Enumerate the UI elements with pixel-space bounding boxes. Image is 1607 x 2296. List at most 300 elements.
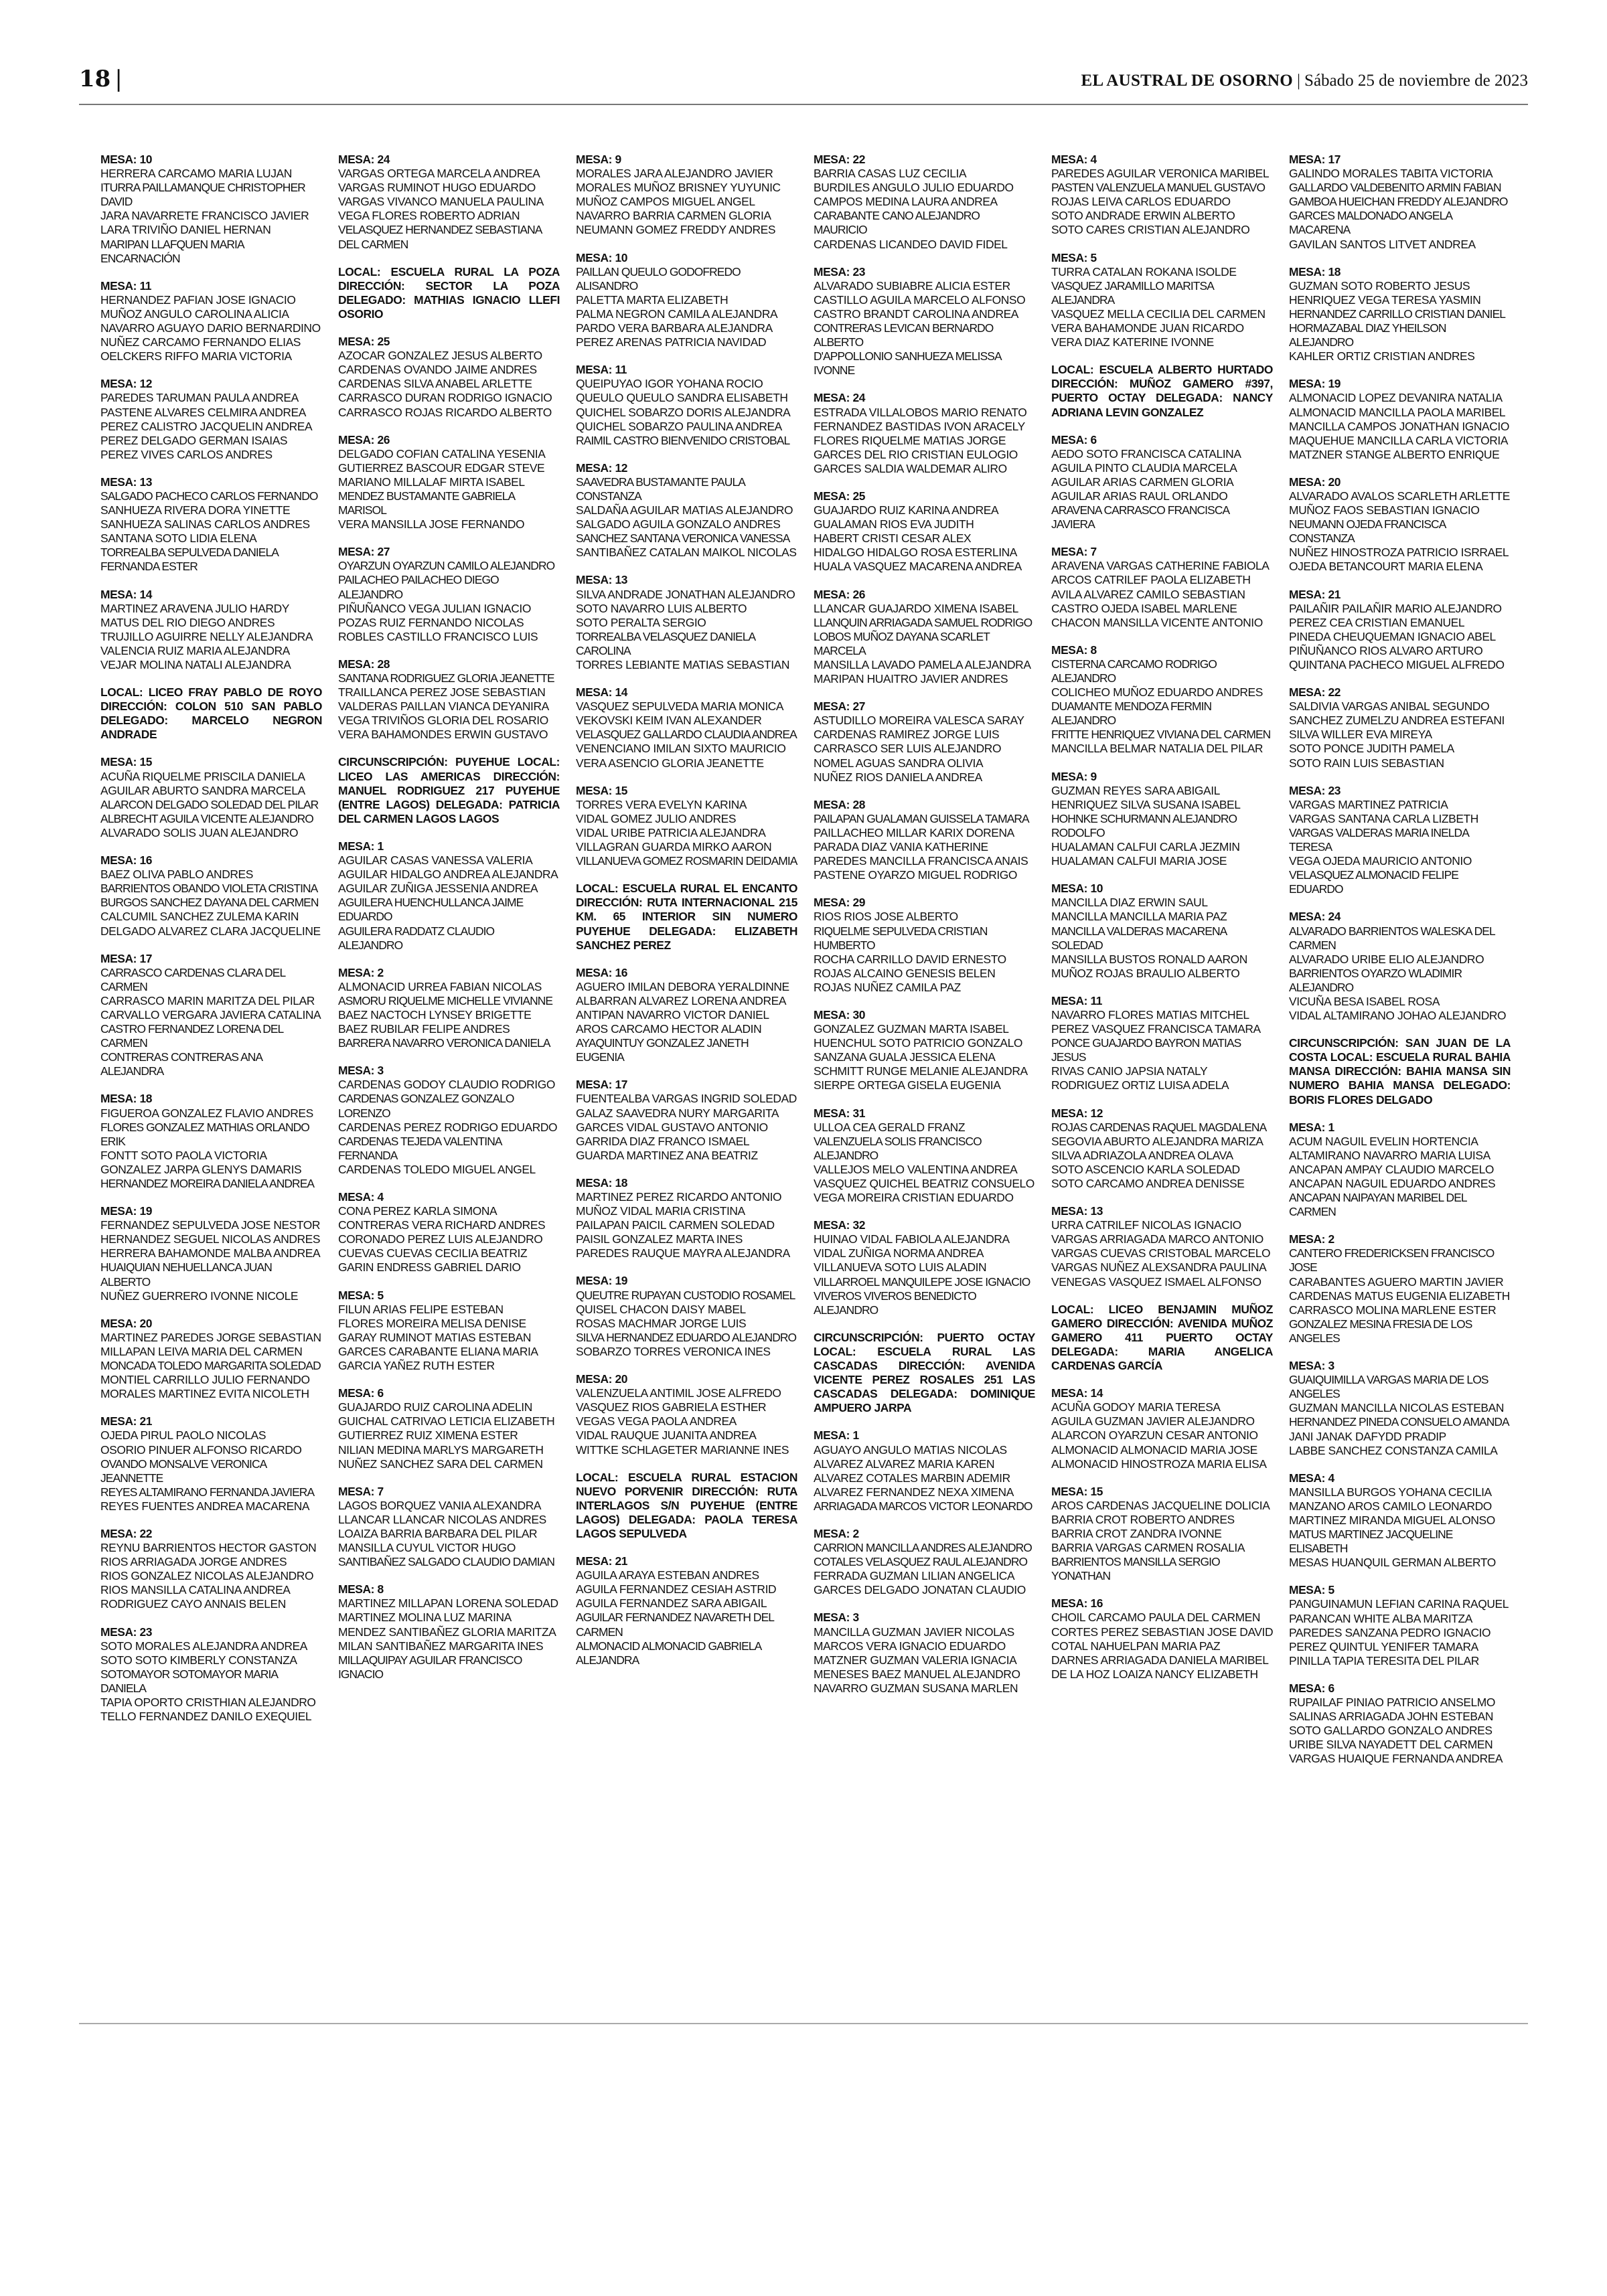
member-name: BURGOS SANCHEZ DAYANA DEL CARMEN (100, 896, 319, 910)
location-details: LOCAL: LICEO FRAY PABLO DE ROYO DIRECCIÓN: COLON 510 SAN PABLO DELEGADO: MARCELO NEGRON ANDRADE (100, 685, 322, 742)
mesa-block (814, 700, 1035, 785)
member-name: VASQUEZ QUICHEL BEATRIZ CONSUELO (814, 1177, 1035, 1190)
polling-location-info (100, 685, 322, 742)
member-name: HUALA VASQUEZ MACARENA ANDREA (814, 560, 1022, 574)
member-name: HUAIQUIAN NEHUELLANCA JUAN ALBERTO (100, 1260, 272, 1289)
member-name: AGUILAR CASAS VANESSA VALERIA (338, 853, 533, 868)
mesa-block (1051, 545, 1273, 630)
mesa-block (1289, 1121, 1511, 1220)
mesa-title: MESA: 27 (338, 545, 390, 559)
member-name: AGUILA FERNANDEZ SARA ABIGAIL (576, 1596, 767, 1611)
member-name: RUPAILAF PINIAO PATRICIO ANSELMO (1289, 1696, 1496, 1709)
newspaper-name: EL AUSTRAL DE OSORNO (1081, 72, 1294, 90)
mesa-title: MESA: 26 (814, 587, 866, 601)
member-name: CARRASCO SER LUIS ALEJANDRO (814, 742, 1002, 756)
member-name: ASTUDILLO MOREIRA VALESCA SARAY (814, 714, 1024, 728)
polling-location-info (576, 1471, 797, 1541)
member-name: AYAQUINTUY GONZALEZ JANETH EUGENIA (576, 1036, 749, 1064)
member-name: VEGA MOREIRA CRISTIAN EDUARDO (814, 1191, 1014, 1205)
mesa-block (100, 952, 322, 1079)
member-name: SEGOVIA ABURTO ALEJANDRA MARIZA (1051, 1134, 1264, 1148)
member-name: GARCES VIDAL GUSTAVO ANTONIO (576, 1120, 768, 1134)
member-name: GARCIA YAÑEZ RUTH ESTER (338, 1359, 495, 1373)
member-name: MILLAQUIPAY AGUILAR FRANCISCO IGNACIO (338, 1653, 522, 1681)
member-name: PINEDA CHEUQUEMAN IGNACIO ABEL (1289, 629, 1496, 643)
mesa-title: MESA: 2 (814, 1526, 859, 1540)
member-name: ACUÑA GODOY MARIA TERESA (1051, 1400, 1221, 1414)
member-name: GARCES DEL RIO CRISTIAN EULOGIO (814, 447, 1018, 461)
member-name: VASQUEZ JARAMILLO MARITSA ALEJANDRA (1051, 278, 1213, 307)
member-name: VARGAS VALDERAS MARIA INELDA TERESA (1289, 825, 1468, 854)
mesa-title: MESA: 31 (814, 1106, 866, 1120)
mesa-block (338, 1386, 560, 1471)
member-name: ACUM NAGUIL EVELIN HORTENCIA (1289, 1134, 1478, 1148)
member-name: AGUILA PINTO CLAUDIA MARCELA (1051, 461, 1237, 475)
member-name: ALARCON OYARZUN CESAR ANTONIO (1051, 1428, 1258, 1443)
member-name: AGUILA FERNANDEZ CESIAH ASTRID (576, 1582, 777, 1596)
member-name: SILVA WILLER EVA MIREYA (1289, 728, 1432, 742)
member-name: MANZANO AROS CAMILO LEONARDO (1289, 1499, 1492, 1513)
member-name: REYES FUENTES ANDREA MACARENA (100, 1499, 310, 1513)
member-name: PEREZ QUINTUL YENIFER TAMARA (1289, 1639, 1478, 1653)
mesa-title: MESA: 7 (1051, 545, 1097, 559)
member-name: GUTIERREZ RUIZ XIMENA ESTER (338, 1428, 518, 1443)
member-name: QUINTANA PACHECO MIGUEL ALFREDO (1289, 658, 1505, 671)
mesa-title: MESA: 17 (1289, 153, 1341, 166)
member-name: WITTKE SCHLAGETER MARIANNE INES (576, 1443, 789, 1457)
member-name: VIDAL ALTAMIRANO JOHAO ALEJANDRO (1289, 1009, 1507, 1023)
member-name: VARGAS ARRIAGADA MARCO ANTONIO (1051, 1232, 1264, 1246)
member-name: AEDO SOTO FRANCISCA CATALINA (1051, 446, 1241, 461)
mesa-block (100, 1092, 322, 1191)
member-name: GARCES MALDONADO ANGELA MACARENA (1289, 209, 1452, 237)
mesa-block (576, 784, 797, 869)
mesa-title: MESA: 26 (338, 432, 390, 446)
member-name: TAPIA OPORTO CRISTHIAN ALEJANDRO (100, 1696, 316, 1709)
mesa-block (576, 1554, 797, 1667)
mesa-title: MESA: 18 (576, 1175, 628, 1190)
member-name: BAEZ OLIVA PABLO ANDRES (100, 868, 253, 882)
member-name: PEREZ CALISTRO JACQUELIN ANDREA (100, 419, 313, 433)
issue-date: Sábado 25 de noviembre de 2023 (1304, 72, 1528, 90)
mesa-block (1051, 433, 1273, 532)
mesa-title: MESA: 4 (1289, 1471, 1334, 1485)
member-name: CONA PEREZ KARLA SIMONA (338, 1204, 498, 1218)
member-name: ROSAS MACHMAR JORGE LUIS (576, 1316, 747, 1330)
member-name: CANTERO FREDERICKSEN FRANCISCO JOSE (1289, 1246, 1495, 1275)
member-name: SALDIVIA VARGAS ANIBAL SEGUNDO (1289, 700, 1490, 714)
member-name: MANCILLA GUZMAN JAVIER NICOLAS (814, 1625, 1014, 1639)
mesa-block (814, 588, 1035, 687)
member-name: GUICHAL CATRIVAO LETICIA ELIZABETH (338, 1414, 555, 1428)
member-name: MAQUEHUE MANCILLA CARLA VICTORIA (1289, 433, 1509, 447)
mesa-title: MESA: 4 (1051, 153, 1097, 166)
member-name: VIDAL ZUÑIGA NORMA ANDREA (814, 1246, 984, 1260)
member-name: PEREZ CEA CRISTIAN EMANUEL (1289, 615, 1465, 629)
mesa-title: MESA: 6 (1051, 432, 1097, 446)
member-name: FERNANDEZ SEPULVEDA JOSE NESTOR (100, 1218, 321, 1232)
mesa-title: MESA: 12 (100, 377, 153, 391)
member-name: NUÑEZ SANCHEZ SARA DEL CARMEN (338, 1457, 543, 1471)
location-details: CIRCUNSCRIPCIÓN: PUYEHUE LOCAL: LICEO LAS AMERICAS DIRECCIÓN: MANUEL RODRIGUEZ 217 PUYEHUE (ENTRE LAGOS) DELEGADA: PATRICIA DEL CARMEN LAGOS LAGOS (338, 755, 560, 825)
member-name: MUÑOZ CAMPOS MIGUEL ANGEL (576, 195, 755, 209)
member-name: NUÑEZ CARCAMO FERNANDO ELIAS (100, 335, 301, 349)
member-name: VARGAS MARTINEZ PATRICIA (1289, 797, 1448, 811)
mesa-block (1051, 1204, 1273, 1289)
mesa-block (100, 853, 322, 938)
member-name: FLORES RIQUELME MATIAS JORGE (814, 433, 1006, 447)
member-name: MARTINEZ MILLAPAN LORENA SOLEDAD (338, 1596, 558, 1611)
mesa-block (338, 545, 560, 644)
mesa-title: MESA: 23 (100, 1625, 153, 1639)
member-name: NAVARRO AGUAYO DARIO BERNARDINO (100, 321, 321, 335)
mesa-block (100, 475, 322, 574)
member-name: CALCUMIL SANCHEZ ZULEMA KARIN (100, 910, 299, 924)
member-name: MORALES JARA ALEJANDRO JAVIER (576, 167, 773, 181)
member-name: SCHMITT RUNGE MELANIE ALEJANDRA (814, 1064, 1028, 1078)
mesa-block (814, 153, 1035, 252)
mesa-title: MESA: 5 (1051, 250, 1097, 264)
member-name: VALDERAS PAILLAN VIANCA DEYANIRA (338, 700, 549, 714)
polling-location-info (338, 265, 560, 321)
member-name: VALENZUELA ANTIMIL JOSE ALFREDO (576, 1386, 781, 1400)
member-name: ROBLES CASTILLO FRANCISCO LUIS (338, 629, 538, 643)
member-name: ALVAREZ ALVAREZ MARIA KAREN (814, 1457, 995, 1471)
member-name: ALMONACID HINOSTROZA MARIA ELISA (1051, 1457, 1267, 1471)
page-header (79, 64, 1528, 98)
member-name: PASTEN VALENZUELA MANUEL GUSTAVO (1051, 181, 1266, 195)
mesa-block (100, 1204, 322, 1303)
member-name: PEREZ DELGADO GERMAN ISAIAS (100, 433, 288, 447)
text-column-4 (814, 153, 1035, 1960)
member-name: ANCAPAN NAIPAYAN MARIBEL DEL CARMEN (1289, 1191, 1467, 1219)
mesa-title: MESA: 14 (1051, 1386, 1103, 1400)
member-name: ROJAS ALCAINO GENESIS BELEN (814, 966, 996, 980)
member-name: HENRIQUEZ VEGA TERESA YASMIN (1289, 293, 1481, 307)
member-name: CONTRERAS VERA RICHARD ANDRES (338, 1218, 546, 1232)
mesa-title: MESA: 22 (1289, 685, 1341, 700)
mesa-block (338, 335, 560, 420)
member-name: ALMONACID MANCILLA PAOLA MARIBEL (1289, 405, 1506, 419)
member-name: LAGOS BORQUEZ VANIA ALEXANDRA (338, 1498, 542, 1512)
member-name: MANCILLA MANCILLA MARIA PAZ (1051, 910, 1227, 924)
member-name: TORREALBA VELASQUEZ DANIELA CAROLINA (576, 629, 755, 657)
member-name: CORONADO PEREZ LUIS ALEJANDRO (338, 1232, 543, 1246)
member-name: CARRION MANCILLA ANDRES ALEJANDRO (814, 1541, 1032, 1555)
location-details: CIRCUNSCRIPCIÓN: PUERTO OCTAY LOCAL: ESCUELA RURAL LAS CASCADAS DIRECCIÓN: AVENIDA VICENTE PEREZ ROSALES 251 LAS CASCADAS DELEGADA: DOMINIQUE AMPUERO JARPA (814, 1330, 1035, 1415)
mesa-title: MESA: 1 (814, 1428, 859, 1443)
member-name: TORRES VERA EVELYN KARINA (576, 797, 747, 811)
member-name: VARGAS HUAIQUE FERNANDA ANDREA (1289, 1752, 1503, 1766)
member-name: SOTO CARES CRISTIAN ALEJANDRO (1051, 223, 1250, 237)
mesa-title: MESA: 24 (338, 153, 390, 166)
mesa-block (338, 153, 560, 252)
mesa-title: MESA: 10 (576, 250, 628, 264)
mesa-block (814, 798, 1035, 883)
member-name: PONCE GUAJARDO BAYRON MATIAS JESUS (1051, 1036, 1241, 1064)
member-name: SANTANA RODRIGUEZ GLORIA JEANETTE (338, 671, 554, 685)
mesa-title: MESA: 20 (1289, 475, 1341, 489)
mesa-block (576, 1372, 797, 1457)
member-name: GUAJARDO RUIZ KARINA ANDREA (814, 503, 999, 517)
member-name: MANCILLA BELMAR NATALIA DEL PILAR (1051, 742, 1264, 756)
mesa-title: MESA: 8 (338, 1582, 384, 1596)
member-name: TRAILLANCA PEREZ JOSE SEBASTIAN (338, 685, 546, 700)
member-name: COLICHEO MUÑOZ EDUARDO ANDRES (1051, 685, 1263, 700)
polling-location-info (576, 882, 797, 952)
member-name: ALMONACID ALMONACID GABRIELA ALEJANDRA (576, 1639, 761, 1667)
mesa-title: MESA: 3 (338, 1064, 384, 1078)
member-name: HENRIQUEZ SILVA SUSANA ISABEL (1051, 797, 1241, 811)
member-name: QUEULO QUEULO SANDRA ELISABETH (576, 391, 788, 405)
member-name: NUÑEZ RIOS DANIELA ANDREA (814, 770, 982, 784)
header-separator: | (1297, 72, 1301, 90)
member-name: DUAMANTE MENDOZA FERMIN ALEJANDRO (1051, 700, 1212, 728)
member-name: GUZMAN MANCILLA NICOLAS ESTEBAN (1289, 1401, 1504, 1415)
member-name: ALMONACID URREA FABIAN NICOLAS (338, 979, 542, 993)
member-name: ALMONACID ALMONACID MARIA JOSE (1051, 1443, 1257, 1457)
member-name: CASTRO BRANDT CAROLINA ANDREA (814, 307, 1019, 321)
member-name: MATUS DEL RIO DIEGO ANDRES (100, 615, 275, 629)
member-name: BAEZ RUBILAR FELIPE ANDRES (338, 1022, 510, 1036)
member-name: DELGADO COFIAN CATALINA YESENIA (338, 446, 546, 461)
member-name: MARTINEZ PAREDES JORGE SEBASTIAN (100, 1330, 321, 1344)
member-name: QUICHEL SOBARZO PAULINA ANDREA (576, 419, 782, 433)
member-name: NAVARRO GUZMAN SUSANA MARLEN (814, 1681, 1018, 1695)
member-name: RIOS ARRIAGADA JORGE ANDRES (100, 1555, 287, 1569)
member-name: VILLAGRAN GUARDA MIRKO AARON (576, 840, 772, 854)
mesa-block (100, 588, 322, 673)
member-name: QUISEL CHACON DAISY MABEL (576, 1302, 746, 1316)
member-name: ULLOA CEA GERALD FRANZ (814, 1120, 966, 1134)
member-name: VEKOVSKI KEIM IVAN ALEXANDER (576, 714, 762, 728)
mesa-block (338, 1582, 560, 1682)
member-name: VARGAS ORTEGA MARCELA ANDREA (338, 167, 540, 181)
mesa-title: MESA: 32 (814, 1218, 866, 1232)
member-name: BARRIA CASAS LUZ CECILIA (814, 167, 967, 181)
member-name: SOTO MORALES ALEJANDRA ANDREA (100, 1639, 307, 1653)
mesa-block (338, 839, 560, 953)
member-name: RODRIGUEZ CAYO ANNAIS BELEN (100, 1597, 286, 1611)
member-name: HERNANDEZ PAFIAN JOSE IGNACIO (100, 293, 296, 307)
member-name: ACUÑA RIQUELME PRISCILA DANIELA (100, 769, 305, 783)
member-name: SOTO NAVARRO LUIS ALBERTO (576, 601, 747, 615)
member-name: URIBE SILVA NAYADETT DEL CARMEN (1289, 1738, 1493, 1752)
member-name: GALINDO MORALES TABITA VICTORIA (1289, 167, 1493, 181)
mesa-block (1051, 770, 1273, 869)
member-name: SILVA ANDRADE JONATHAN ALEJANDRO (576, 587, 795, 601)
member-name: ASMORU RIQUELME MICHELLE VIVIANNE (338, 993, 553, 1007)
mesa-title: MESA: 3 (814, 1611, 859, 1625)
mesa-block (1051, 153, 1273, 238)
member-name: ALVARADO SOLIS JUAN ALEJANDRO (100, 825, 299, 839)
member-name: GARCES DELGADO JONATAN CLAUDIO (814, 1583, 1026, 1597)
mesa-block (814, 1428, 1035, 1513)
member-name: ITURRA PAILLAMANQUE CHRISTOPHER DAVID (100, 181, 305, 209)
mesa-block (1051, 994, 1273, 1093)
mesa-block (100, 755, 322, 840)
columns-area (100, 153, 1513, 1960)
mesa-title: MESA: 28 (338, 657, 390, 671)
mesa-block (338, 433, 560, 532)
member-name: GALAZ SAAVEDRA NURY MARGARITA (576, 1106, 779, 1120)
mesa-title: MESA: 20 (576, 1372, 628, 1386)
member-name: VIVEROS VIVEROS BENEDICTO ALEJANDRO (814, 1289, 976, 1317)
mesa-block (1289, 1359, 1511, 1458)
member-name: GARCES CARABANTE ELIANA MARIA (338, 1344, 538, 1358)
member-name: AGUILAR ABURTO SANDRA MARCELA (100, 783, 305, 797)
header-rule (79, 104, 1528, 105)
mesa-block (814, 1611, 1035, 1696)
member-name: AGUERO IMILAN DEBORA YERALDINNE (576, 979, 789, 993)
member-name: CAMPOS MEDINA LAURA ANDREA (814, 195, 998, 209)
location-details: LOCAL: ESCUELA ALBERTO HURTADO DIRECCIÓN: MUÑOZ GAMERO #397, PUERTO OCTAY DELEGADA: NANCY ADRIANA LEVIN GONZALEZ (1051, 363, 1273, 419)
mesa-title: MESA: 27 (814, 700, 866, 714)
member-name: AGUILERA HUENCHULLANCA JAIME EDUARDO (338, 896, 524, 924)
member-name: QUEUTRE RUPAYAN CUSTODIO ROSAMEL (576, 1288, 795, 1302)
member-name: TELLO FERNANDEZ DANILO EXEQUIEL (100, 1710, 312, 1724)
member-name: MENDEZ SANTIBAÑEZ GLORIA MARITZA (338, 1625, 556, 1639)
page-number: 18 | (79, 66, 123, 92)
mesa-title: MESA: 18 (1289, 264, 1341, 278)
member-name: LARA TRIVIÑO DANIEL HERNAN (100, 223, 271, 237)
member-name: VENEGAS VASQUEZ ISMAEL ALFONSO (1051, 1275, 1261, 1289)
mesa-title: MESA: 21 (1289, 587, 1341, 601)
member-name: MENESES BAEZ MANUEL ALEJANDRO (814, 1667, 1020, 1681)
member-name: PAREDES SANZANA PEDRO IGNACIO (1289, 1625, 1491, 1639)
member-name: CUEVAS CUEVAS CECILIA BEATRIZ (338, 1246, 528, 1260)
member-name: VEGAS VEGA PAOLA ANDREA (576, 1414, 737, 1428)
member-name: SANTIBAÑEZ SALGADO CLAUDIO DAMIAN (338, 1555, 555, 1569)
member-name: PAILLAN QUEULO GODOFREDO ALISANDRO (576, 264, 741, 293)
member-name: MORALES MARTINEZ EVITA NICOLETH (100, 1387, 309, 1401)
member-name: AGUILERA RADDATZ CLAUDIO ALEJANDRO (338, 924, 495, 952)
mesa-title: MESA: 24 (1289, 910, 1341, 924)
member-name: ALVARADO BARRIENTOS WALESKA DEL CARMEN (1289, 924, 1495, 952)
member-name: AROS CARCAMO HECTOR ALADIN (576, 1022, 762, 1036)
member-name: HERNANDEZ MOREIRA DANIELA ANDREA (100, 1177, 315, 1190)
member-name: PEREZ VIVES CARLOS ANDRES (100, 447, 273, 461)
member-name: VIDAL RAUQUE JUANITA ANDREA (576, 1428, 757, 1443)
member-name: RIOS GONZALEZ NICOLAS ALEJANDRO (100, 1569, 314, 1583)
member-name: TORRES LEBIANTE MATIAS SEBASTIAN (576, 658, 789, 671)
member-name: CARDENAS SILVA ANABEL ARLETTE (338, 377, 532, 391)
member-name: PIÑUÑANCO RIOS ALVARO ARTURO (1289, 643, 1483, 657)
member-name: RIOS RIOS JOSE ALBERTO (814, 910, 958, 924)
member-name: ARAVENA VARGAS CATHERINE FABIOLA (1051, 559, 1270, 573)
member-name: SOBARZO TORRES VERONICA INES (576, 1344, 771, 1358)
member-name: MARTINEZ PEREZ RICARDO ANTONIO (576, 1190, 782, 1204)
mesa-title: MESA: 11 (100, 278, 152, 293)
mesa-title: MESA: 3 (1289, 1359, 1334, 1373)
member-name: BARRIA CROT ZANDRA IVONNE (1051, 1526, 1222, 1540)
member-name: GARIN ENDRESS GABRIEL DARIO (338, 1260, 521, 1275)
mesa-title: MESA: 22 (814, 153, 866, 166)
mesa-block (814, 1527, 1035, 1597)
member-name: HUALAMAN CALFUI MARIA JOSE (1051, 854, 1227, 868)
member-name: BURDILES ANGULO JULIO EDUARDO (814, 181, 1014, 195)
member-name: MORALES MUÑOZ BRISNEY YUYUNIC (576, 181, 781, 195)
member-name: PINILLA TAPIA TERESITA DEL PILAR (1289, 1653, 1479, 1667)
member-name: VERA BAHAMONDE JUAN RICARDO (1051, 321, 1244, 335)
mesa-block (1051, 1485, 1273, 1584)
member-name: FERNANDEZ BASTIDAS IVON ARACELY (814, 419, 1025, 433)
member-name: MUÑOZ FAOS SEBASTIAN IGNACIO (1289, 503, 1480, 517)
member-name: KAHLER ORTIZ CRISTIAN ANDRES (1289, 349, 1475, 363)
polling-location-info (1289, 1036, 1511, 1106)
mesa-title: MESA: 5 (1289, 1583, 1334, 1597)
member-name: PALETTA MARTA ELIZABETH (576, 293, 729, 307)
mesa-title: MESA: 15 (1051, 1484, 1103, 1498)
member-name: MARTINEZ ARAVENA JULIO HARDY (100, 601, 289, 615)
mesa-title: MESA: 16 (576, 965, 628, 979)
member-name: MENDEZ BUSTAMANTE GABRIELA MARISOL (338, 489, 515, 517)
member-name: VEGA FLORES ROBERTO ADRIAN (338, 209, 520, 223)
member-name: VERA MANSILLA JOSE FERNANDO (338, 517, 525, 531)
member-name: VILLANUEVA GOMEZ ROSMARIN DEIDAMIA (576, 854, 797, 868)
member-name: DE LA HOZ LOAIZA NANCY ELIZABETH (1051, 1667, 1258, 1681)
member-name: CORTES PEREZ SEBASTIAN JOSE DAVID (1051, 1625, 1274, 1639)
member-name: ALARCON DELGADO SOLEDAD DEL PILAR (100, 797, 319, 811)
member-name: AGUILAR ARIAS CARMEN GLORIA (1051, 475, 1234, 489)
mesa-title: MESA: 28 (814, 797, 866, 811)
member-name: MARIPAN HUAITRO JAVIER ANDRES (814, 672, 1008, 686)
member-name: VALLEJOS MELO VALENTINA ANDREA (814, 1162, 1018, 1176)
mesa-block (100, 377, 322, 462)
member-name: SOTO PERALTA SERGIO (576, 615, 706, 629)
member-name: PASTENE OYARZO MIGUEL RODRIGO (814, 868, 1018, 882)
mesa-block (1289, 377, 1511, 462)
mesa-block (576, 363, 797, 448)
mesa-block (1289, 475, 1511, 574)
member-name: GARAY RUMINOT MATIAS ESTEBAN (338, 1330, 532, 1344)
member-name: COTAL NAHUELPAN MARIA PAZ (1051, 1639, 1221, 1653)
member-name: VELASQUEZ GALLARDO CLAUDIA ANDREA (576, 728, 797, 742)
mesa-title: MESA: 10 (100, 153, 153, 166)
member-name: PAREDES MANCILLA FRANCISCA ANAIS (814, 854, 1028, 868)
member-name: URRA CATRILEF NICOLAS IGNACIO (1051, 1218, 1241, 1232)
member-name: CARDENAS GONZALEZ GONZALO LORENZO (338, 1092, 514, 1120)
mesa-title: MESA: 17 (100, 951, 153, 965)
mesa-block (576, 251, 797, 350)
mesa-title: MESA: 25 (814, 489, 866, 503)
mesa-title: MESA: 29 (814, 896, 866, 910)
member-name: SALDAÑA AGUILAR MATIAS ALEJANDRO (576, 503, 793, 517)
mesa-title: MESA: 20 (100, 1316, 153, 1330)
member-name: TORREALBA SEPULVEDA DANIELA FERNANDA ESTER (100, 546, 279, 574)
member-name: VALENZUELA SOLIS FRANCISCO ALEJANDRO (814, 1134, 982, 1162)
mesa-title: MESA: 14 (100, 587, 153, 601)
mesa-block (1289, 153, 1511, 252)
member-name: HUINAO VIDAL FABIOLA ALEJANDRA (814, 1232, 1010, 1246)
member-name: MANCILLA DIAZ ERWIN SAUL (1051, 896, 1208, 910)
location-details: LOCAL: ESCUELA RURAL ESTACION NUEVO PORVENIR DIRECCIÓN: RUTA INTERLAGOS S/N PUYEHUE (ENTRE LAGOS) DELEGADA: PAOLA TERESA LAGOS SEPULVEDA (576, 1470, 797, 1540)
member-name: VALENCIA RUIZ MARIA ALEJANDRA (100, 643, 290, 657)
mesa-block (338, 1289, 560, 1374)
member-name: OELCKERS RIFFO MARIA VICTORIA (100, 349, 292, 363)
mesa-block (576, 573, 797, 672)
member-name: SANCHEZ ZUMELZU ANDREA ESTEFANI (1289, 714, 1505, 728)
member-name: AROS CARDENAS JACQUELINE DOLICIA (1051, 1498, 1270, 1512)
member-name: PAILAÑIR PAILAÑIR MARIO ALEJANDRO (1289, 601, 1502, 615)
member-name: SALINAS ARRIAGADA JOHN ESTEBAN (1289, 1710, 1493, 1724)
mesa-block (1289, 910, 1511, 1023)
member-name: VILLARROEL MANQUILEPE JOSE IGNACIO (814, 1275, 1030, 1289)
member-name: BARRIENTOS MANSILLA SERGIO YONATHAN (1051, 1555, 1220, 1583)
member-name: CARRASCO MARIN MARITZA DEL PILAR (100, 993, 315, 1007)
mesa-title: MESA: 7 (338, 1484, 384, 1498)
member-name: PIÑUÑANCO VEGA JULIAN IGNACIO (338, 601, 531, 615)
